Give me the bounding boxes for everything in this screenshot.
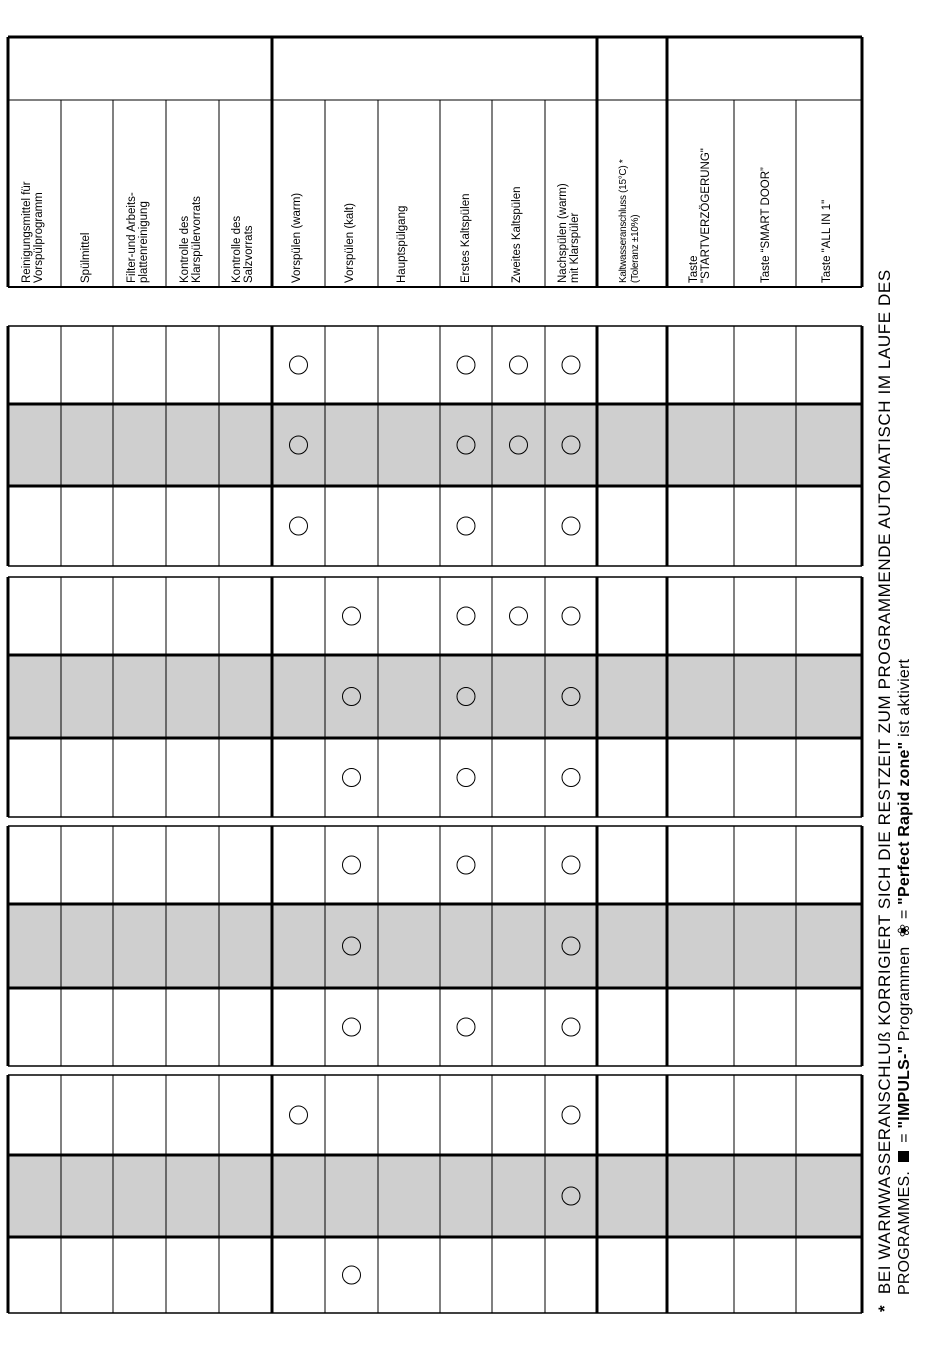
label-line: Zweites Kaltspülen bbox=[511, 186, 523, 283]
label-line: Vorspülprogramm bbox=[33, 192, 45, 283]
step-active-circle bbox=[290, 517, 308, 535]
step-active-circle bbox=[562, 517, 580, 535]
label-line: Vorspülen (kalt) bbox=[344, 203, 356, 283]
step-active-circle bbox=[457, 356, 475, 374]
equals-sign: = bbox=[896, 1133, 913, 1143]
label-line: Kontrolle des bbox=[231, 215, 243, 283]
step-active-circle bbox=[562, 1018, 580, 1036]
step-active-circle bbox=[343, 856, 361, 874]
step-active-circle bbox=[290, 1106, 308, 1124]
step-active-circle bbox=[457, 856, 475, 874]
label-line: Erstes Kaltspülen bbox=[460, 193, 472, 283]
step-active-circle bbox=[510, 356, 528, 374]
step-active-circle bbox=[562, 607, 580, 625]
step-active-circle bbox=[562, 1106, 580, 1124]
rapid-zone-icon: ❀ bbox=[896, 923, 913, 938]
label-line: Reinigungsmittel für bbox=[21, 181, 33, 283]
step-active-circle bbox=[343, 769, 361, 787]
label-line: "STARTVERZÖGERUNG" bbox=[700, 148, 712, 283]
footnote-programmes: PROGRAMMES. bbox=[896, 1171, 913, 1295]
label-line: plattenreinigung bbox=[138, 201, 150, 283]
step-active-circle bbox=[290, 356, 308, 374]
step-active-circle bbox=[562, 769, 580, 787]
label-line: mit Klarspüler bbox=[569, 212, 581, 283]
step-active-circle bbox=[562, 356, 580, 374]
label-line: Nachspülen (warm) bbox=[557, 183, 569, 283]
step-active-circle bbox=[343, 607, 361, 625]
label-line: (Toleranz ±10%) bbox=[630, 214, 641, 283]
rapid-zone-label: "Perfect Rapid zone" bbox=[896, 741, 913, 905]
programmen-text: Programmen bbox=[896, 946, 913, 1042]
step-active-circle bbox=[457, 517, 475, 535]
label-line: Klarspülervorrats bbox=[191, 196, 203, 283]
label-line: Kontrolle des bbox=[179, 215, 191, 283]
step-active-circle bbox=[457, 607, 475, 625]
step-active-circle bbox=[343, 1266, 361, 1284]
footnote-star: * bbox=[875, 1304, 894, 1312]
step-active-circle bbox=[510, 607, 528, 625]
program-marks bbox=[290, 356, 581, 1284]
footnote-text: BEI WARMWASSERANSCHLUß KORRIGIERT SICH DIE RESTZEIT ZUM PROGRAMMENDE AUTOMATISCH IM LAUFE DES bbox=[875, 269, 894, 1295]
label-line: Hauptspülgang bbox=[396, 205, 408, 283]
step-active-circle bbox=[457, 769, 475, 787]
label-line: Filter-und Arbeits- bbox=[126, 192, 138, 283]
label-line: Spülmittel bbox=[80, 232, 92, 283]
step-active-circle bbox=[457, 1018, 475, 1036]
label-line: Kaltwasseranschluss (15°C) * bbox=[618, 159, 629, 283]
step-active-circle bbox=[562, 856, 580, 874]
activated-text: ist aktiviert bbox=[896, 658, 913, 737]
label-line: Taste "ALL IN 1" bbox=[821, 199, 833, 283]
equals-sign: = bbox=[896, 909, 913, 920]
label-line: Salzvorrats bbox=[243, 225, 255, 283]
label-line: Vorspülen (warm) bbox=[291, 192, 303, 283]
label-line: Taste “SMART DOOR” bbox=[760, 167, 772, 283]
impuls-label: "IMPULS-" bbox=[896, 1045, 913, 1129]
label-line: Taste bbox=[688, 255, 700, 283]
step-active-circle bbox=[343, 1018, 361, 1036]
